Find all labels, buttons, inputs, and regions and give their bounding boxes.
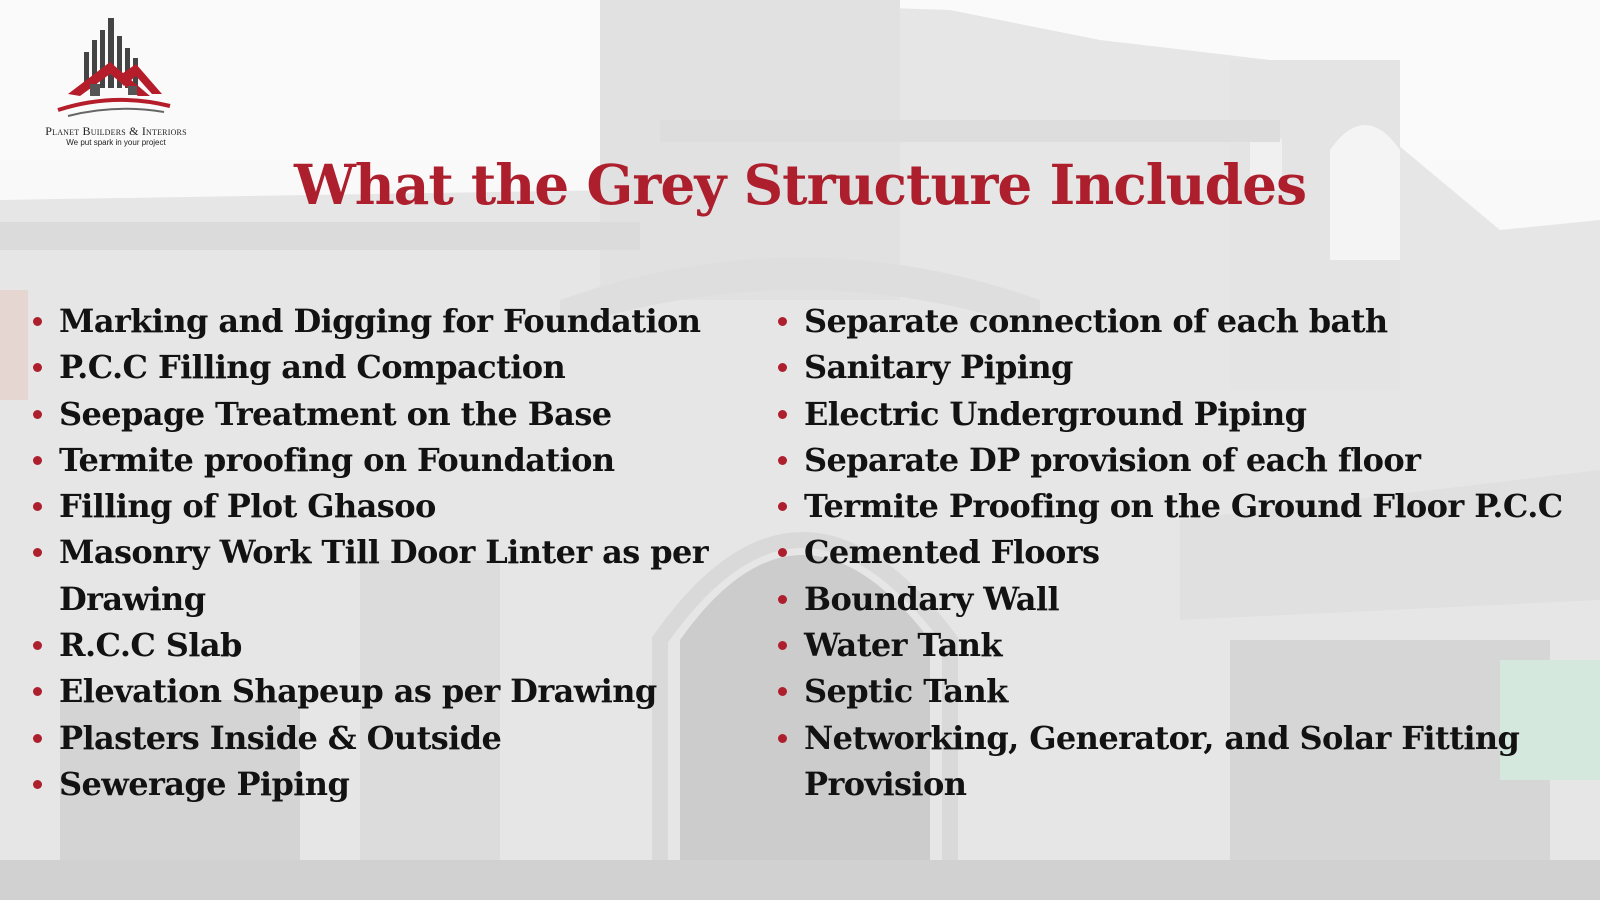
list-item: Networking, Generator, and Solar Fitting Provision [776,715,1596,808]
brand-tagline: We put spark in your project [66,138,166,147]
list-item: Sanitary Piping [776,344,1596,390]
company-logo [26,12,206,152]
list-item: Cemented Floors [776,529,1596,575]
list-item: Separate connection of each bath [776,298,1596,344]
list-item: Sewerage Piping [31,761,736,807]
right-bullet-list [776,298,1596,807]
list-item: Marking and Digging for Foundation [31,298,736,344]
list-item: Termite proofing on Foundation [31,437,736,483]
list-item: Masonry Work Till Door Linter as per Drawing [31,529,736,622]
list-item: Termite Proofing on the Ground Floor P.C.C [776,483,1596,529]
list-item: Electric Underground Piping [776,391,1596,437]
list-item: Water Tank [776,622,1596,668]
list-item: P.C.C Filling and Compaction [31,344,736,390]
left-bullet-list [31,298,736,807]
brand-name: Planet Builders & Interiors [45,124,187,138]
page-title: What the Grey Structure Includes [293,152,1307,217]
list-item: R.C.C Slab [31,622,736,668]
list-item: Septic Tank [776,668,1596,714]
list-item: Filling of Plot Ghasoo [31,483,736,529]
house-logo-icon [54,12,178,124]
list-item: Boundary Wall [776,576,1596,622]
list-item: Seepage Treatment on the Base [31,391,736,437]
list-item: Separate DP provision of each floor [776,437,1596,483]
list-item: Elevation Shapeup as per Drawing [31,668,736,714]
list-item: Plasters Inside & Outside [31,715,736,761]
